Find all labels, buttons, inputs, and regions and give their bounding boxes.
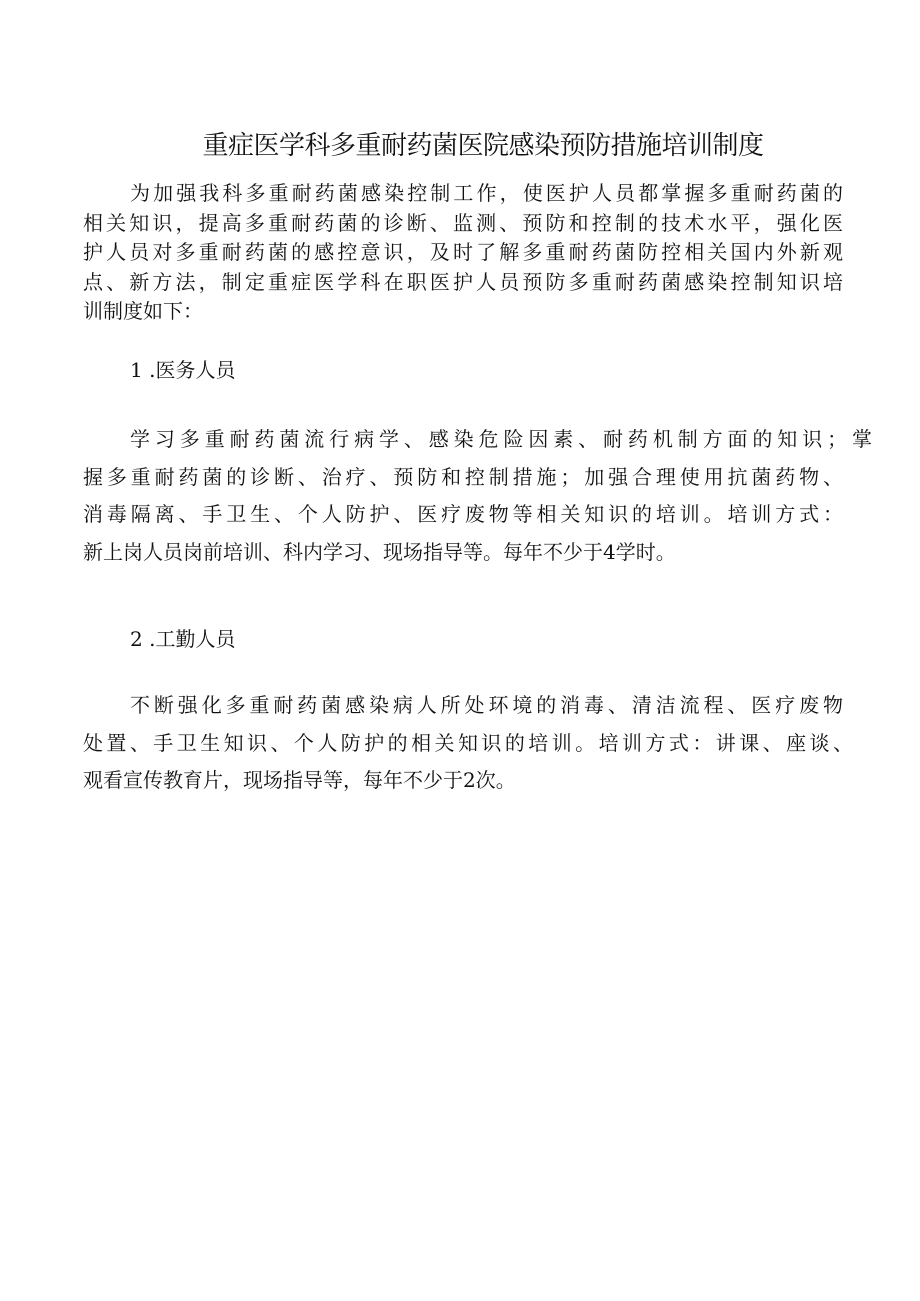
section-paragraph-medical-staff [83, 421, 872, 571]
intro-line: 点、新方法，制定重症医学科在职医护人员预防多重耐药菌感染控制知识培 [83, 269, 843, 294]
paragraph-line: 观看宣传教育片，现场指导等，每年不少于2次。 [83, 768, 516, 792]
intro-line: 相关知识，提高多重耐药菌的诊断、监测、预防和控制的技术水平，强化医 [83, 210, 843, 235]
intro-line: 护人员对多重耐药菌的感控意识，及时了解多重耐药菌防控相关国内外新观 [83, 240, 843, 264]
intro-paragraph [83, 179, 843, 327]
section-heading-support-staff: 2 .工勤人员 [130, 627, 236, 651]
intro-line: 为加强我科多重耐药菌感染控制工作，使医护人员都掌握多重耐药菌的 [130, 181, 843, 205]
paragraph-line: 消毒隔离、手卫生、个人防护、医疗废物等相关知识的培训。培训方式： [83, 502, 843, 526]
section-paragraph-support-staff [83, 687, 853, 800]
paragraph-line: 处置、手卫生知识、个人防护的相关知识的培训。培训方式：讲课、座谈、 [83, 730, 853, 755]
section-heading-medical-staff: 1 .医务人员 [130, 358, 236, 382]
intro-line: 训制度如下： [83, 299, 203, 323]
paragraph-line: 学习多重耐药菌流行病学、感染危险因素、耐药机制方面的知识；掌 [130, 427, 872, 451]
document-title: 重症医学科多重耐药菌医院感染预防措施培训制度 [202, 131, 764, 161]
paragraph-line: 握多重耐药菌的诊断、治疗、预防和控制措施；加强合理使用抗菌药物、 [83, 464, 843, 489]
paragraph-line: 新上岗人员岗前培训、科内学习、现场指导等。每年不少于4学时。 [83, 539, 676, 564]
paragraph-line: 不断强化多重耐药菌感染病人所处环境的消毒、清洁流程、医疗废物 [130, 693, 843, 717]
